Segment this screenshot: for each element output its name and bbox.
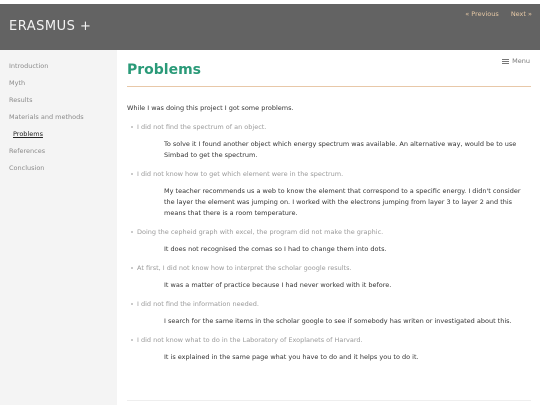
- sidebar-item-results[interactable]: Results: [9, 96, 33, 104]
- sidebar-item-problems[interactable]: Problems: [13, 130, 43, 138]
- sidebar-item-references[interactable]: References: [9, 147, 46, 155]
- site-title[interactable]: ERASMUS +: [9, 19, 92, 34]
- sidebar-item-materials-and-methods[interactable]: Materials and methods: [9, 113, 84, 121]
- problem-item: At first, I did not know how to interpret the scholar google results.: [127, 264, 532, 272]
- problem-solution: I search for the same items in the scholar google to see if somebody has writen or investigated about this.: [164, 317, 512, 325]
- intro-text: While I was doing this project I got some problems.: [127, 104, 294, 112]
- previous-link[interactable]: « Previous: [465, 10, 499, 18]
- problem-item: I did not find the spectrum of an object.: [127, 123, 532, 131]
- menu-label: Menu: [512, 57, 530, 65]
- problem-item: I did not know how to get which element were in the spectrum.: [127, 170, 532, 178]
- problem-item: Doing the cepheid graph with excel, the program did not make the graphic.: [127, 228, 532, 236]
- sidebar: [0, 50, 117, 405]
- problem-solution: It does not recognised the comas so I had to change them into dots.: [164, 245, 387, 253]
- footer-divider: [127, 400, 531, 401]
- top-strip: [0, 0, 540, 4]
- problem-item: I did not know what to do in the Laboratory of Exoplanets of Harvard.: [127, 336, 532, 344]
- sidebar-item-conclusion[interactable]: Conclusion: [9, 164, 45, 172]
- problem-solution: To solve it I found another object which energy spectrum was available. An alternative way, would be to use Simbad to get the spectrum.: [164, 140, 517, 159]
- problem-solution: It is explained in the same page what you have to do and it helps you to do it.: [164, 353, 419, 361]
- problem-solution: My teacher recommends us a web to know the element that correspond to a specific energy. I didn't consider the layer the element was jumping on. I worked with the electrons jumping from layer 3 to layer 2 and this means that there is a room temperature.: [164, 187, 521, 217]
- problem-item: I did not find the information needed.: [127, 300, 532, 308]
- hamburger-icon: [502, 59, 509, 64]
- next-link[interactable]: Next »: [510, 10, 532, 18]
- sidebar-nav: [0, 50, 117, 177]
- top-bar: [0, 0, 540, 50]
- article-body: [127, 104, 532, 372]
- page-title: Problems: [127, 62, 202, 78]
- title-divider: [127, 86, 531, 87]
- menu-button[interactable]: [502, 57, 530, 65]
- main-content: [117, 50, 540, 405]
- pager: [455, 10, 532, 18]
- problem-solution: It was a matter of practice because I had never worked with it before.: [164, 281, 392, 289]
- sidebar-item-myth[interactable]: Myth: [9, 79, 26, 87]
- sidebar-item-introduction[interactable]: Introduction: [9, 62, 49, 70]
